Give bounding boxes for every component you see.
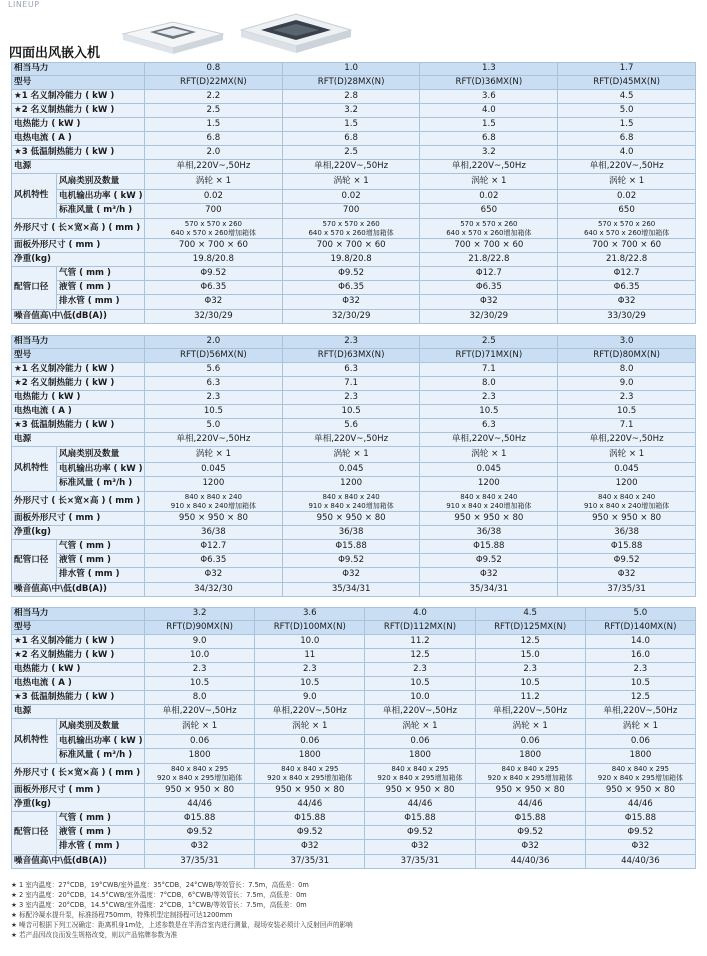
row-liquid: 液管 ( mm ) Φ9.52 Φ9.52 Φ9.52 Φ9.52 Φ9.52	[12, 826, 696, 840]
row-noise: 噪音值高\中\低(dB(A)) 32/30/29 32/30/29 32/30/29 33/30/29	[12, 310, 696, 324]
row-lowheat: ★3 低温制热能力 ( kW ) 2.0 2.5 3.2 4.0	[12, 146, 696, 160]
footnote: ★ 若产品因改良而发生规格改变，则以产品铭牌参数为准	[11, 931, 178, 939]
row-liquid: 液管 ( mm ) Φ6.35 Φ9.52 Φ9.52 Φ9.52	[12, 554, 696, 568]
indoor-unit-images	[118, 8, 388, 58]
footnote: ★ 2 室内温度：20°CDB，14.5°CWB/室外温度：7°CDB，6°CWB/等效管长：7.5m，高低差：0m	[11, 891, 307, 899]
row-airflow: 标准风量 ( m³/h ) 1800 1800 1800 1800 1800	[12, 749, 696, 764]
row-gas: 配管口径 气管 ( mm ) Φ12.7 Φ15.88 Φ15.88 Φ15.88	[12, 540, 696, 554]
spec-table-2	[11, 335, 696, 597]
row-lowheat: ★3 低温制热能力 ( kW ) 5.0 5.6 6.3 7.1	[12, 419, 696, 433]
row-power: 电源 单相,220V~,50Hz 单相,220V~,50Hz 单相,220V~,50Hz 单相,220V~,50Hz	[12, 433, 696, 447]
row-heat: ★2 名义制热能力 ( kW ) 2.5 3.2 4.0 5.0	[12, 104, 696, 118]
row-ecur: 电热电流 ( A ) 10.5 10.5 10.5 10.5	[12, 405, 696, 419]
page-title: 四面出风嵌入机	[9, 46, 101, 61]
row-dimensions: 外形尺寸 ( 长×宽×高 ) ( mm ) 840 x 840 x 240 910 x 840 x 240增加箱体 840 x 840 x 240 910 x 840 x 240增加箱体 840 x 840 x 240 910 x 840 x 240增加箱体 840 x 840 x 240 910 x 840 x 240增加箱体	[12, 492, 696, 512]
row-panel: 面板外形尺寸 ( mm ) 700 × 700 × 60 700 × 700 × 60 700 × 700 × 60 700 × 700 × 60	[12, 239, 696, 253]
row-motor: 电机输出功率 ( kW ) 0.02 0.02 0.02 0.02	[12, 190, 696, 204]
row-fantype: 风机特性 风扇类别及数量 涡轮 × 1 涡轮 × 1 涡轮 × 1 涡轮 × 1	[12, 447, 696, 463]
row-gas: 配管口径 气管 ( mm ) Φ15.88 Φ15.88 Φ15.88 Φ15.88 Φ15.88	[12, 812, 696, 826]
footnote: ★ 标配冷凝水提升泵，标准扬程750mm，特殊机型定制扬程可达1200mm	[11, 911, 233, 919]
row-motor: 电机输出功率 ( kW ) 0.06 0.06 0.06 0.06 0.06	[12, 735, 696, 749]
row-power: 电源 单相,220V~,50Hz 单相,220V~,50Hz 单相,220V~,50Hz 单相,220V~,50Hz	[12, 160, 696, 174]
row-heat: ★2 名义制热能力 ( kW ) 10.0 11 12.5 15.0 16.0	[12, 649, 696, 663]
row-power: 电源 单相,220V~,50Hz 单相,220V~,50Hz 单相,220V~,50Hz 单相,220V~,50Hz 单相,220V~,50Hz	[12, 705, 696, 719]
footnote: ★ 3 室内温度：20°CDB，14.5°CWB/室外温度：2°CDB，1°CWB/等效管长：7.5m，高低差：0m	[11, 901, 307, 909]
row-panel: 面板外形尺寸 ( mm ) 950 × 950 × 80 950 × 950 × 80 950 × 950 × 80 950 × 950 × 80 950 × 950 × 80	[12, 784, 696, 798]
row-cool: ★1 名义制冷能力 ( kW ) 5.6 6.3 7.1 8.0	[12, 363, 696, 377]
row-liquid: 液管 ( mm ) Φ6.35 Φ6.35 Φ6.35 Φ6.35	[12, 281, 696, 295]
row-cool: ★1 名义制冷能力 ( kW ) 2.2 2.8 3.6 4.5	[12, 90, 696, 104]
row-heat: ★2 名义制热能力 ( kW ) 6.3 7.1 8.0 9.0	[12, 377, 696, 391]
row-model: 型号 RFT(D)22MX(N) RFT(D)28MX(N) RFT(D)36MX(N) RFT(D)45MX(N)	[12, 76, 696, 90]
row-gas: 配管口径 气管 ( mm ) Φ9.52 Φ9.52 Φ12.7 Φ12.7	[12, 267, 696, 281]
footnote: ★ 1 室内温度：27°CDB，19°CWB/室外温度：35°CDB，24°CWB/等效管长：7.5m，高低差：0m	[11, 881, 309, 889]
row-eheat: 电热能力 ( kW ) 2.3 2.3 2.3 2.3	[12, 391, 696, 405]
footnote: ★ 噪音可根据下列工况确定：距离机身1m处，上述参数是在半消音室内进行测量，现场安装必须计入反射回声的影响	[11, 921, 353, 929]
row-weight: 净重(kg) 44/46 44/46 44/46 44/46 44/46	[12, 798, 696, 812]
row-motor: 电机输出功率 ( kW ) 0.045 0.045 0.045 0.045	[12, 463, 696, 477]
footnotes	[11, 880, 353, 940]
row-panel: 面板外形尺寸 ( mm ) 950 × 950 × 80 950 × 950 × 80 950 × 950 × 80 950 × 950 × 80	[12, 512, 696, 526]
row-hp: 相当马力 3.2 3.6 4.0 4.5 5.0	[12, 608, 696, 621]
row-drain: 排水管 ( mm ) Φ32 Φ32 Φ32 Φ32	[12, 568, 696, 583]
spec-table-1	[11, 62, 696, 324]
row-airflow: 标准风量 ( m³/h ) 700 700 650 650	[12, 204, 696, 219]
row-hp: 相当马力 2.0 2.3 2.5 3.0	[12, 336, 696, 349]
row-eheat: 电热能力 ( kW ) 1.5 1.5 1.5 1.5	[12, 118, 696, 132]
lineup-label: LINEUP	[8, 0, 40, 9]
row-weight: 净重(kg) 19.8/20.8 19.8/20.8 21.8/22.8 21.8/22.8	[12, 253, 696, 267]
row-ecur: 电热电流 ( A ) 10.5 10.5 10.5 10.5 10.5	[12, 677, 696, 691]
row-ecur: 电热电流 ( A ) 6.8 6.8 6.8 6.8	[12, 132, 696, 146]
row-drain: 排水管 ( mm ) Φ32 Φ32 Φ32 Φ32	[12, 295, 696, 310]
row-fantype: 风机特性 风扇类别及数量 涡轮 × 1 涡轮 × 1 涡轮 × 1 涡轮 × 1	[12, 174, 696, 190]
row-cool: ★1 名义制冷能力 ( kW ) 9.0 10.0 11.2 12.5 14.0	[12, 635, 696, 649]
row-eheat: 电热能力 ( kW ) 2.3 2.3 2.3 2.3 2.3	[12, 663, 696, 677]
row-lowheat: ★3 低温制热能力 ( kW ) 8.0 9.0 10.0 11.2 12.5	[12, 691, 696, 705]
row-noise: 噪音值高\中\低(dB(A)) 37/35/31 37/35/31 37/35/31 44/40/36 44/40/36	[12, 855, 696, 869]
row-drain: 排水管 ( mm ) Φ32 Φ32 Φ32 Φ32 Φ32	[12, 840, 696, 855]
spec-table-3	[11, 607, 696, 869]
row-weight: 净重(kg) 36/38 36/38 36/38 36/38	[12, 526, 696, 540]
row-dimensions: 外形尺寸 ( 长×宽×高 ) ( mm ) 840 x 840 x 295 920 x 840 x 295增加箱体 840 x 840 x 295 920 x 840 x 295增加箱体 840 x 840 x 295 920 x 840 x 295增加箱体 840 x 840 x 295 920 x 840 x 295增加箱体 840 x 840 x 295 920 x 840 x 295增加箱体	[12, 764, 696, 784]
row-hp: 相当马力 0.8 1.0 1.3 1.7	[12, 63, 696, 76]
row-noise: 噪音值高\中\低(dB(A)) 34/32/30 35/34/31 35/34/31 37/35/31	[12, 583, 696, 597]
row-model: 型号 RFT(D)90MX(N) RFT(D)100MX(N) RFT(D)112MX(N) RFT(D)125MX(N) RFT(D)140MX(N)	[12, 621, 696, 635]
row-dimensions: 外形尺寸 ( 长×宽×高 ) ( mm ) 570 x 570 x 260 640 x 570 x 260增加箱体 570 x 570 x 260 640 x 570 x 260增加箱体 570 x 570 x 260 640 x 570 x 260增加箱体 570 x 570 x 260 640 x 570 x 260增加箱体	[12, 219, 696, 239]
row-airflow: 标准风量 ( m³/h ) 1200 1200 1200 1200	[12, 477, 696, 492]
row-model: 型号 RFT(D)56MX(N) RFT(D)63MX(N) RFT(D)71MX(N) RFT(D)80MX(N)	[12, 349, 696, 363]
row-fantype: 风机特性 风扇类别及数量 涡轮 × 1 涡轮 × 1 涡轮 × 1 涡轮 × 1 涡轮 × 1	[12, 719, 696, 735]
cassette-unit-image	[123, 22, 223, 54]
cassette-unit-grille-image	[241, 14, 351, 53]
